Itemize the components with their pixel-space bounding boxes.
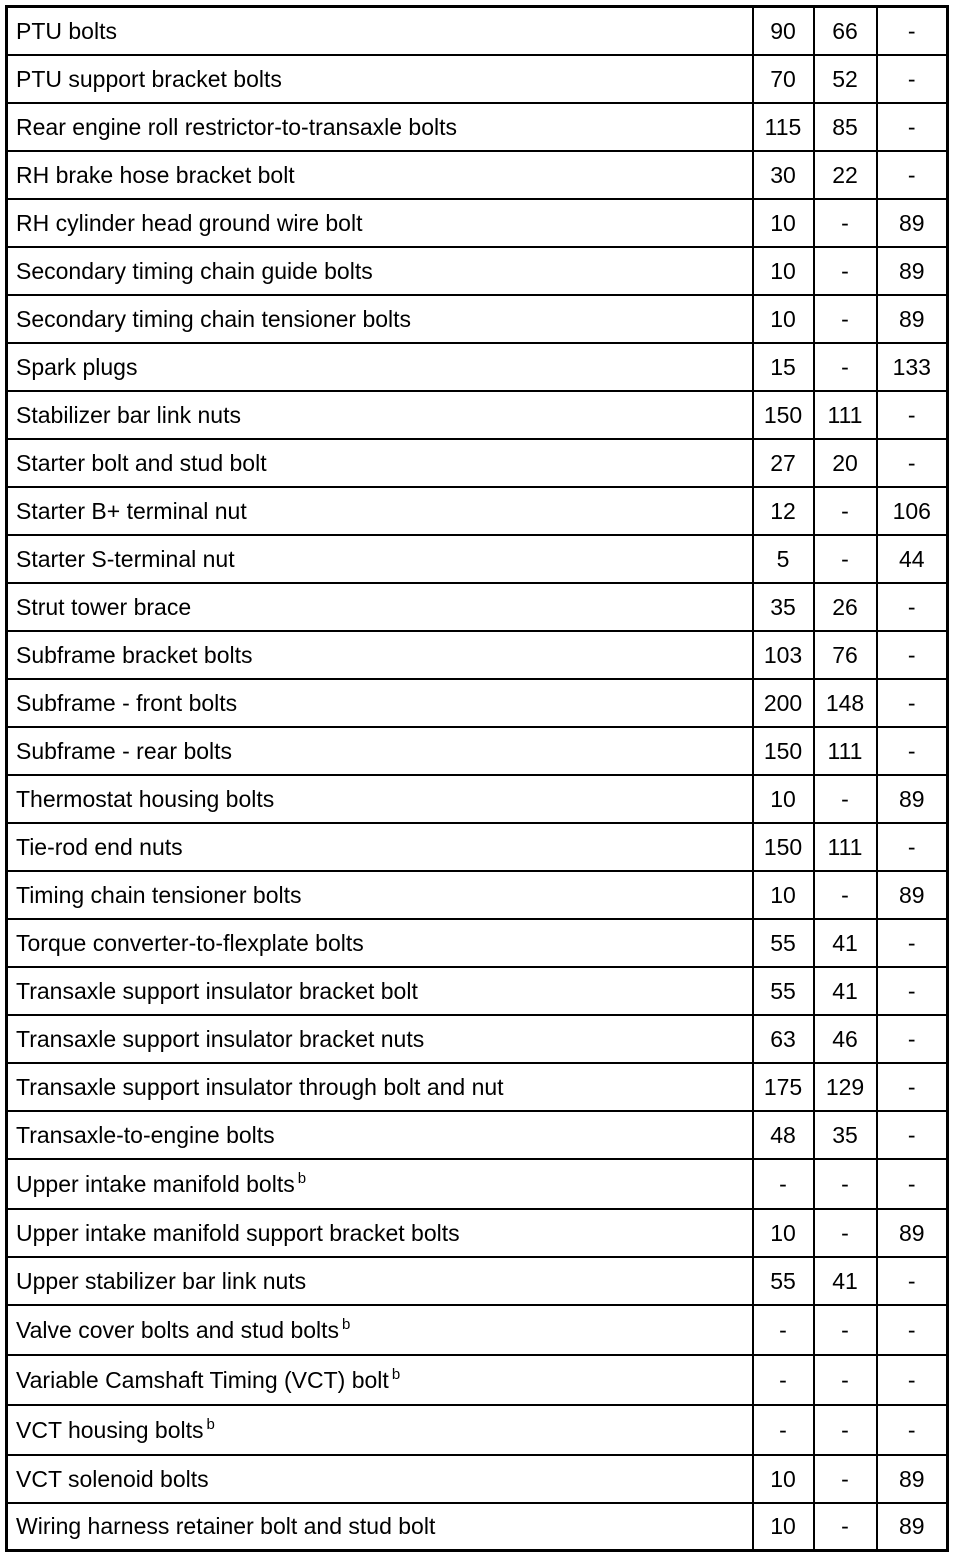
torque-nm-value: 70: [753, 55, 814, 103]
table-row: [7, 727, 948, 775]
table-row: [7, 583, 948, 631]
torque-lbin-value: 89: [877, 775, 948, 823]
component-description: [7, 583, 753, 631]
torque-nm-value: 27: [753, 439, 814, 487]
torque-lbin-value: -: [877, 55, 948, 103]
component-name: Starter B+ terminal nut: [16, 497, 247, 524]
torque-nm-value: 10: [753, 1503, 814, 1551]
torque-lbin-value: -: [877, 679, 948, 727]
table-row: [7, 967, 948, 1015]
torque-lbin-value: -: [877, 1305, 948, 1355]
component-name: Transaxle support insulator bracket nuts: [16, 1025, 425, 1052]
torque-nm-value: 55: [753, 1257, 814, 1305]
component-description: [7, 967, 753, 1015]
torque-nm-value: -: [753, 1159, 814, 1209]
torque-lbft-value: -: [814, 1209, 877, 1257]
torque-lbft-value: -: [814, 1405, 877, 1455]
torque-lbft-value: 76: [814, 631, 877, 679]
torque-nm-value: 150: [753, 391, 814, 439]
torque-lbin-value: 106: [877, 487, 948, 535]
table-row: [7, 1305, 948, 1355]
torque-lbin-value: -: [877, 1111, 948, 1159]
table-row: [7, 1257, 948, 1305]
table-row: [7, 103, 948, 151]
table-row: [7, 247, 948, 295]
table-row: [7, 295, 948, 343]
torque-lbft-value: 22: [814, 151, 877, 199]
component-description: [7, 1015, 753, 1063]
torque-lbin-value: -: [877, 919, 948, 967]
torque-nm-value: -: [753, 1405, 814, 1455]
torque-lbft-value: 41: [814, 1257, 877, 1305]
torque-lbin-value: -: [877, 103, 948, 151]
footnote-marker: b: [391, 1365, 401, 1383]
footnote-marker: b: [297, 1169, 307, 1187]
component-name: Upper intake manifold bolts: [16, 1170, 295, 1197]
torque-lbin-value: -: [877, 1063, 948, 1111]
component-name: Spark plugs: [16, 353, 138, 380]
component-name: Secondary timing chain guide bolts: [16, 257, 373, 284]
table-row: [7, 391, 948, 439]
torque-lbin-value: -: [877, 583, 948, 631]
table-row: [7, 1355, 948, 1405]
torque-nm-value: 10: [753, 1209, 814, 1257]
component-name: Rear engine roll restrictor-to-transaxle bolts: [16, 113, 458, 140]
torque-lbft-value: 85: [814, 103, 877, 151]
torque-lbin-value: 133: [877, 343, 948, 391]
component-name: Subframe - front bolts: [16, 689, 238, 716]
component-name: Transaxle support insulator through bolt and nut: [16, 1073, 504, 1100]
torque-lbft-value: -: [814, 1503, 877, 1551]
torque-lbin-value: 44: [877, 535, 948, 583]
torque-nm-value: 48: [753, 1111, 814, 1159]
torque-lbft-value: 111: [814, 823, 877, 871]
component-description: [7, 55, 753, 103]
torque-lbin-value: -: [877, 1159, 948, 1209]
torque-lbin-value: 89: [877, 199, 948, 247]
component-description: [7, 247, 753, 295]
component-name: Subframe bracket bolts: [16, 641, 253, 668]
torque-lbft-value: -: [814, 199, 877, 247]
table-row: [7, 439, 948, 487]
component-description: [7, 775, 753, 823]
component-description: [7, 1063, 753, 1111]
torque-lbft-value: 46: [814, 1015, 877, 1063]
torque-lbft-value: 129: [814, 1063, 877, 1111]
torque-lbin-value: 89: [877, 871, 948, 919]
component-description: [7, 1209, 753, 1257]
torque-nm-value: 15: [753, 343, 814, 391]
torque-nm-value: 63: [753, 1015, 814, 1063]
component-description: [7, 1355, 753, 1405]
torque-lbft-value: -: [814, 1355, 877, 1405]
torque-lbin-value: 89: [877, 295, 948, 343]
component-description: [7, 871, 753, 919]
component-name: Timing chain tensioner bolts: [16, 881, 302, 908]
torque-nm-value: 10: [753, 295, 814, 343]
torque-nm-value: 10: [753, 1455, 814, 1503]
torque-nm-value: 90: [753, 7, 814, 55]
torque-lbft-value: 148: [814, 679, 877, 727]
torque-lbft-value: 111: [814, 727, 877, 775]
torque-lbin-value: -: [877, 631, 948, 679]
table-row: [7, 1015, 948, 1063]
torque-lbin-value: -: [877, 151, 948, 199]
component-description: [7, 1159, 753, 1209]
component-description: [7, 487, 753, 535]
component-name: Subframe - rear bolts: [16, 737, 233, 764]
component-description: [7, 1305, 753, 1355]
torque-lbft-value: 66: [814, 7, 877, 55]
component-description: [7, 1111, 753, 1159]
table-row: [7, 1209, 948, 1257]
component-description: [7, 199, 753, 247]
component-description: [7, 295, 753, 343]
component-description: [7, 1503, 753, 1551]
component-description: [7, 727, 753, 775]
torque-nm-value: 115: [753, 103, 814, 151]
torque-lbft-value: 26: [814, 583, 877, 631]
component-name: Upper intake manifold support bracket bolts: [16, 1219, 460, 1246]
table-row: [7, 1455, 948, 1503]
torque-nm-value: 175: [753, 1063, 814, 1111]
component-name: Thermostat housing bolts: [16, 785, 275, 812]
component-description: [7, 919, 753, 967]
torque-lbin-value: -: [877, 1405, 948, 1455]
torque-nm-value: 12: [753, 487, 814, 535]
component-name: Strut tower brace: [16, 593, 192, 620]
torque-spec-table: [5, 5, 949, 1552]
component-name: Transaxle-to-engine bolts: [16, 1121, 275, 1148]
torque-spec-table-body: [7, 7, 948, 1551]
table-row: [7, 631, 948, 679]
table-row: [7, 535, 948, 583]
component-name: Stabilizer bar link nuts: [16, 401, 241, 428]
component-description: [7, 679, 753, 727]
table-row: [7, 7, 948, 55]
component-description: [7, 823, 753, 871]
torque-nm-value: 35: [753, 583, 814, 631]
table-row: [7, 679, 948, 727]
component-name: RH cylinder head ground wire bolt: [16, 209, 363, 236]
torque-nm-value: 10: [753, 871, 814, 919]
table-row: [7, 151, 948, 199]
torque-lbft-value: 111: [814, 391, 877, 439]
torque-lbft-value: 35: [814, 1111, 877, 1159]
table-row: [7, 1159, 948, 1209]
component-name: VCT housing bolts: [16, 1416, 204, 1443]
torque-nm-value: 103: [753, 631, 814, 679]
table-row: [7, 1111, 948, 1159]
torque-lbft-value: 20: [814, 439, 877, 487]
component-description: [7, 343, 753, 391]
table-row: [7, 1405, 948, 1455]
component-description: [7, 103, 753, 151]
component-name: RH brake hose bracket bolt: [16, 161, 295, 188]
torque-lbin-value: 89: [877, 1455, 948, 1503]
torque-lbin-value: -: [877, 391, 948, 439]
torque-nm-value: 55: [753, 919, 814, 967]
component-name: PTU support bracket bolts: [16, 65, 282, 92]
component-description: [7, 535, 753, 583]
torque-nm-value: 55: [753, 967, 814, 1015]
torque-lbin-value: -: [877, 439, 948, 487]
torque-lbin-value: 89: [877, 247, 948, 295]
footnote-marker: b: [342, 1315, 351, 1333]
table-row: [7, 871, 948, 919]
table-row: [7, 1503, 948, 1551]
component-name: Wiring harness retainer bolt and stud bolt: [16, 1513, 436, 1540]
torque-lbft-value: -: [814, 247, 877, 295]
component-name: Variable Camshaft Timing (VCT) bolt: [16, 1366, 389, 1393]
torque-lbin-value: 89: [877, 1209, 948, 1257]
torque-lbin-value: 89: [877, 1503, 948, 1551]
torque-nm-value: 10: [753, 199, 814, 247]
torque-nm-value: 150: [753, 727, 814, 775]
torque-nm-value: 10: [753, 775, 814, 823]
table-row: [7, 775, 948, 823]
torque-lbft-value: -: [814, 1305, 877, 1355]
component-description: [7, 439, 753, 487]
torque-lbft-value: -: [814, 775, 877, 823]
component-name: VCT solenoid bolts: [16, 1465, 209, 1492]
torque-lbft-value: 41: [814, 919, 877, 967]
torque-lbft-value: 52: [814, 55, 877, 103]
component-description: [7, 631, 753, 679]
torque-nm-value: -: [753, 1355, 814, 1405]
component-name: Transaxle support insulator bracket bolt: [16, 977, 418, 1004]
component-name: Valve cover bolts and stud bolts: [16, 1316, 340, 1343]
torque-lbin-value: -: [877, 823, 948, 871]
torque-nm-value: 30: [753, 151, 814, 199]
component-description: [7, 391, 753, 439]
table-row: [7, 919, 948, 967]
torque-lbin-value: -: [877, 967, 948, 1015]
torque-lbin-value: -: [877, 1015, 948, 1063]
torque-lbin-value: -: [877, 7, 948, 55]
table-row: [7, 823, 948, 871]
component-name: Starter S-terminal nut: [16, 545, 235, 572]
component-name: PTU bolts: [16, 17, 117, 44]
component-name: Starter bolt and stud bolt: [16, 449, 267, 476]
torque-nm-value: -: [753, 1305, 814, 1355]
component-name: Torque converter-to-flexplate bolts: [16, 929, 364, 956]
component-name: Tie-rod end nuts: [16, 833, 183, 860]
torque-lbin-value: -: [877, 1257, 948, 1305]
component-description: [7, 7, 753, 55]
torque-nm-value: 10: [753, 247, 814, 295]
torque-lbft-value: -: [814, 487, 877, 535]
torque-lbft-value: -: [814, 871, 877, 919]
footnote-marker: b: [206, 1415, 215, 1433]
table-row: [7, 55, 948, 103]
torque-lbft-value: -: [814, 295, 877, 343]
torque-lbin-value: -: [877, 1355, 948, 1405]
torque-nm-value: 5: [753, 535, 814, 583]
component-name: Secondary timing chain tensioner bolts: [16, 305, 412, 332]
table-row: [7, 343, 948, 391]
component-name: Upper stabilizer bar link nuts: [16, 1267, 307, 1294]
torque-lbft-value: -: [814, 1159, 877, 1209]
table-row: [7, 487, 948, 535]
torque-lbft-value: 41: [814, 967, 877, 1015]
torque-lbft-value: -: [814, 1455, 877, 1503]
table-row: [7, 199, 948, 247]
component-description: [7, 1257, 753, 1305]
table-row: [7, 1063, 948, 1111]
torque-lbft-value: -: [814, 535, 877, 583]
component-description: [7, 151, 753, 199]
component-description: [7, 1405, 753, 1455]
component-description: [7, 1455, 753, 1503]
torque-lbft-value: -: [814, 343, 877, 391]
torque-nm-value: 200: [753, 679, 814, 727]
torque-nm-value: 150: [753, 823, 814, 871]
torque-lbin-value: -: [877, 727, 948, 775]
